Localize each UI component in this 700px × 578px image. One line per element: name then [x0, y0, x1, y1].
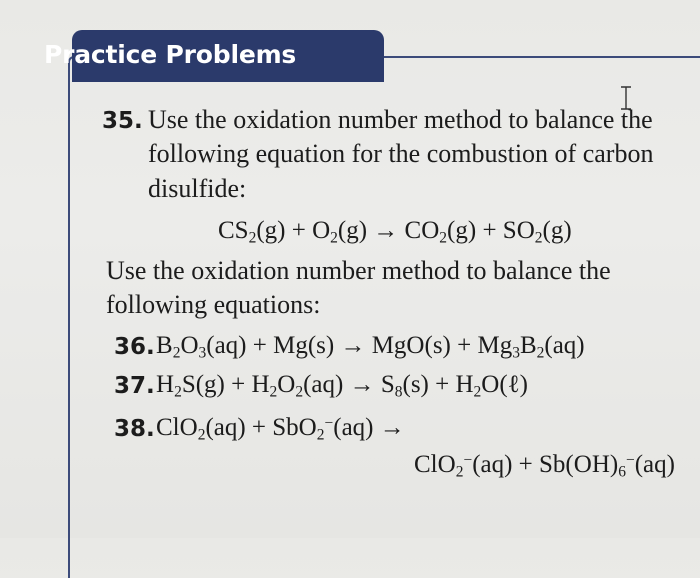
problem-35-number: 35. [102, 108, 143, 134]
section-title: Practice Problems [44, 40, 297, 69]
problem-35-line-1: Use the oxidation number method to balance the [148, 105, 653, 134]
problem-38-number: 38. [114, 416, 155, 442]
problem-35-line-3: disulfide: [148, 174, 247, 203]
instruction-line-1: Use the oxidation number method to balance the [106, 256, 611, 285]
problem-38-equation-right: $ClO_2^-(aq) + Sb(OH)_6^-(aq)$ [414, 451, 675, 481]
problem-36-equation: $B_2O_3(aq) + Mg(s) \to MgO(s) + Mg_3B_2(aq)$ [156, 332, 585, 362]
instruction-line-2: following equations: [106, 290, 321, 319]
problem-37-number: 37. [114, 373, 155, 399]
problem-35-equation: $CS_2(g) + O_2(g) \to CO_2(g) + SO_2(g)$ [218, 217, 572, 247]
problem-36-number: 36. [114, 334, 155, 360]
problem-35-line-2: following equation for the combustion of carbon [148, 139, 654, 168]
problem-38-equation-left: ClO$_2$(aq) + SbO$_2$−(aq) → [156, 414, 405, 444]
problem-37-equation: $H_2S(g) + H_2O_2(aq) \to S_8(s)$ + $H_2O(\ell)$ [156, 371, 528, 401]
